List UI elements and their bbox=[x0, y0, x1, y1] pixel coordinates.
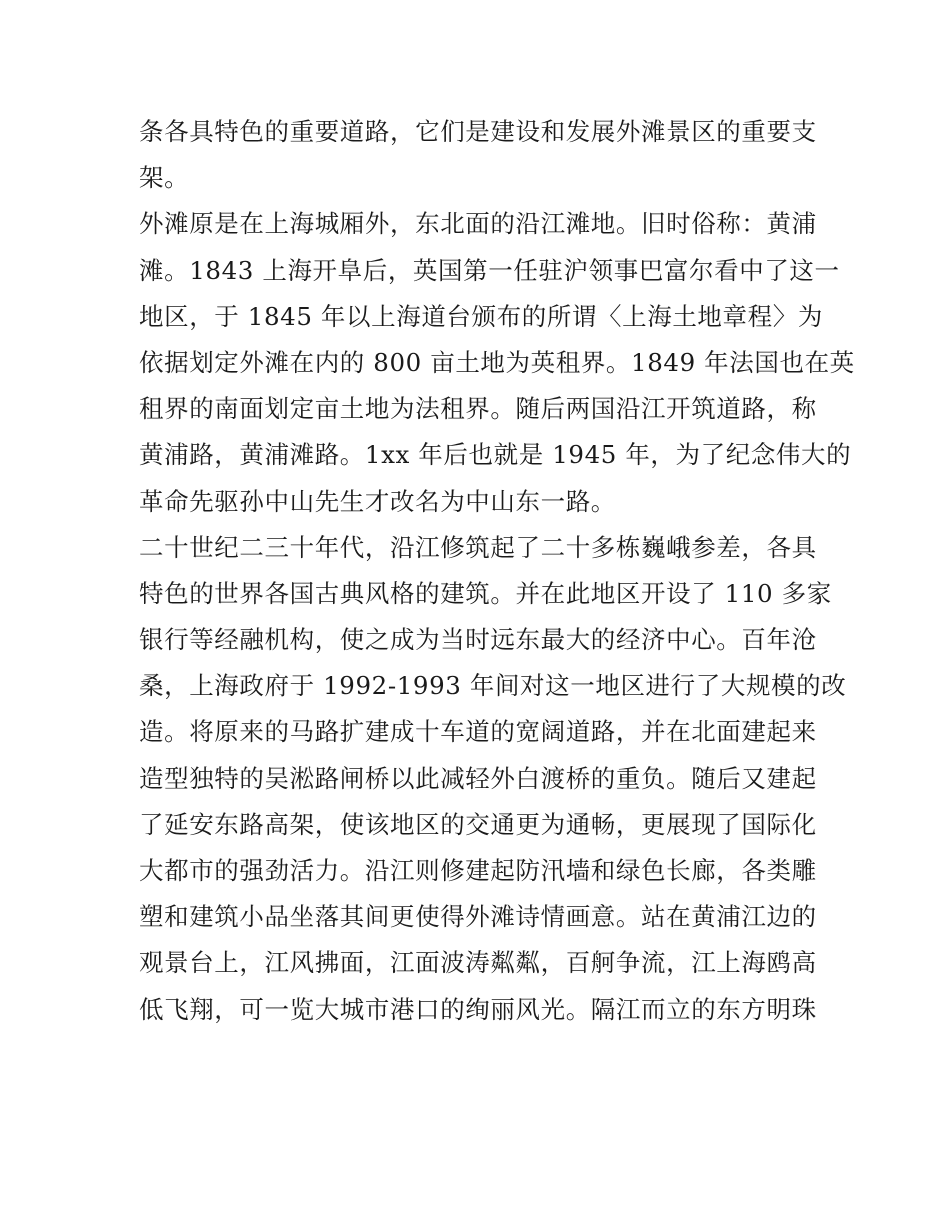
text-line: 造。将原来的马路扩建成十车道的宽阔道路，并在北面建起来 bbox=[139, 717, 817, 747]
text-line: 低飞翔，可一览大城市港口的绚丽风光。隔江而立的东方明珠 bbox=[139, 994, 817, 1024]
text-line: 滩。1843 上海开阜后，英国第一任驻沪领事巴富尔看中了这一 bbox=[139, 255, 840, 285]
body-text bbox=[139, 109, 855, 1033]
text-line: 塑和建筑小品坐落其间更使得外滩诗情画意。站在黄浦江边的 bbox=[139, 902, 817, 932]
text-line: 二十世纪二三十年代，沿江修筑起了二十多栋巍峨参差，各具 bbox=[139, 532, 817, 562]
text-line: 了延安东路高架，使该地区的交通更为通畅，更展现了国际化 bbox=[139, 809, 817, 839]
text-line: 造型独特的吴淞路闸桥以此减轻外白渡桥的重负。随后又建起 bbox=[139, 763, 817, 793]
text-line: 依据划定外滩在内的 800 亩土地为英租界。1849 年法国也在英 bbox=[139, 347, 855, 377]
text-line: 租界的南面划定亩土地为法租界。随后两国沿江开筑道路，称 bbox=[139, 394, 817, 424]
text-line: 桑，上海政府于 1992-1993 年间对这一地区进行了大规模的改 bbox=[139, 671, 847, 701]
text-line: 黄浦路，黄浦滩路。1xx 年后也就是 1945 年，为了纪念伟大的 bbox=[139, 440, 852, 470]
text-line: 架。 bbox=[139, 163, 190, 193]
text-line: 外滩原是在上海城厢外，东北面的沿江滩地。旧时俗称：黄浦 bbox=[139, 209, 817, 239]
text-line: 大都市的强劲活力。沿江则修建起防汛墙和绿色长廊，各类雕 bbox=[139, 856, 817, 885]
text-line: 条各具特色的重要道路，它们是建设和发展外滩景区的重要支 bbox=[139, 117, 817, 146]
text-line: 观景台上，江风拂面，江面波涛粼粼，百舸争流，江上海鸥高 bbox=[139, 948, 817, 978]
text-line: 地区，于 1845 年以上海道台颁布的所谓〈上海土地章程〉为 bbox=[139, 301, 823, 331]
text-line: 银行等经融机构，使之成为当时远东最大的经济中心。百年沧 bbox=[139, 625, 817, 655]
text-line: 革命先驱孙中山先生才改名为中山东一路。 bbox=[139, 486, 616, 516]
text-line: 特色的世界各国古典风格的建筑。并在此地区开设了 110 多家 bbox=[139, 578, 832, 608]
